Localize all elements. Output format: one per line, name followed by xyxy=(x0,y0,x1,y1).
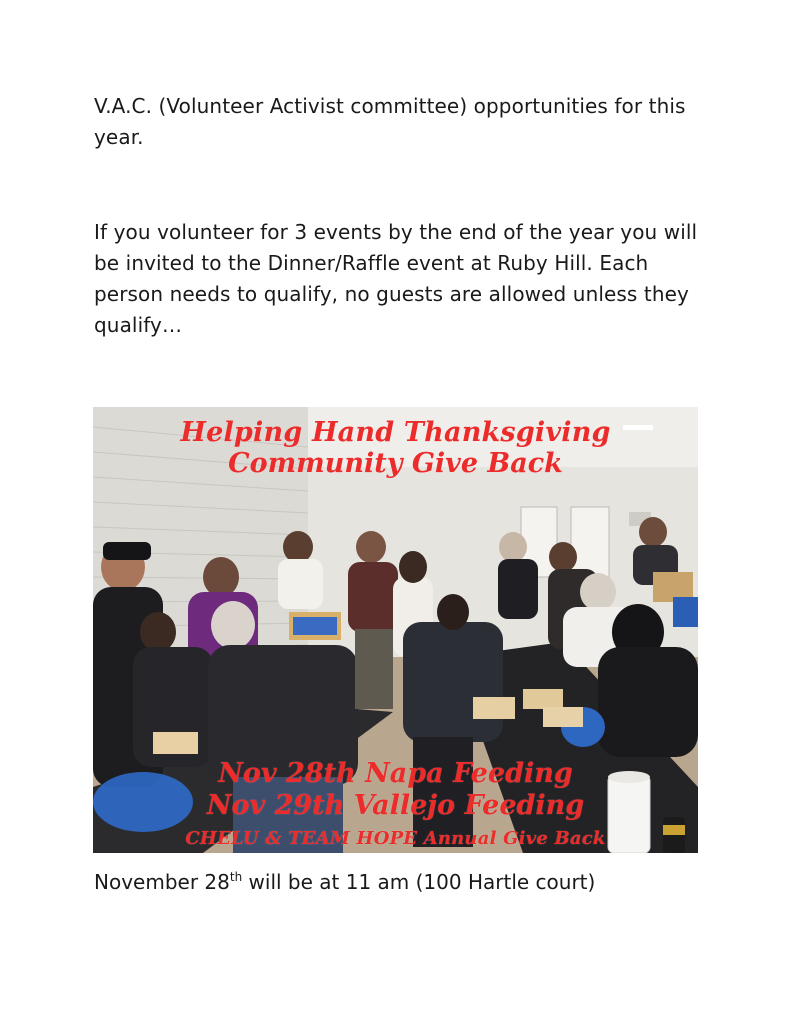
event-flyer-photo xyxy=(93,407,698,853)
schedule-details: will be at 11 am (100 Hartle court) xyxy=(242,870,596,894)
schedule-date: November 28 xyxy=(94,870,230,894)
flyer-credit-line: CHELU & TEAM HOPE Annual Give Back xyxy=(185,828,606,849)
flyer-event-napa: Nov 28th Napa Feeding xyxy=(218,758,573,789)
schedule-line xyxy=(94,867,595,898)
flyer-event-vallejo: Nov 29th Vallejo Feeding xyxy=(206,790,585,821)
flyer-title-line1: Helping Hand Thanksgiving xyxy=(180,417,611,448)
details-paragraph: If you volunteer for 3 events by the end of the year you will be invited to the Dinner/Raffle event at Ruby Hill. Each person needs to qualify, no guests are allowed unless they qualify… xyxy=(94,220,698,337)
schedule-date-suffix: th xyxy=(229,870,243,884)
intro-paragraph: V.A.C. (Volunteer Activist committee) opportunities for this year. xyxy=(94,94,686,149)
flyer-title-line2: Community Give Back xyxy=(228,448,563,479)
